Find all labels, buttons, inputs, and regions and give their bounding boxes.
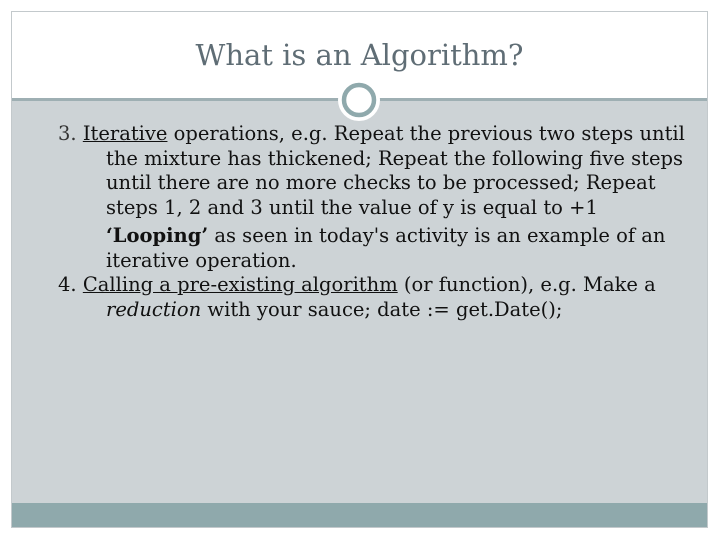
item-text-continued: with your sauce; date := get.Date(); [201, 297, 563, 321]
item-term: Calling a pre-existing algorithm [82, 273, 398, 296]
item-text-continued: the mixture has thickened; Repeat the following five steps until there are no more checks to be processed; Repeat steps 1, 2 and 3 until the value of y is equal to +1 [106, 146, 683, 219]
reduction-term: reduction [106, 297, 202, 321]
item-text: operations, e.g. Repeat the previous two steps until [167, 122, 685, 145]
item-text: (or function), e.g. Make a [397, 273, 656, 296]
circle-ornament-icon [337, 78, 381, 122]
slide-title: What is an Algorithm? [195, 38, 524, 72]
list-item [40, 273, 690, 322]
item-term: Iterative [82, 122, 168, 145]
item-number: 3. [58, 122, 77, 145]
slide-body [40, 122, 690, 322]
footer-bar [12, 503, 707, 527]
item-number: 4. [58, 273, 77, 296]
list-item [40, 122, 690, 273]
looping-term: ‘Looping’ [106, 224, 209, 247]
looping-text: as seen in today's activity is an example of an iterative operation. [106, 224, 666, 272]
